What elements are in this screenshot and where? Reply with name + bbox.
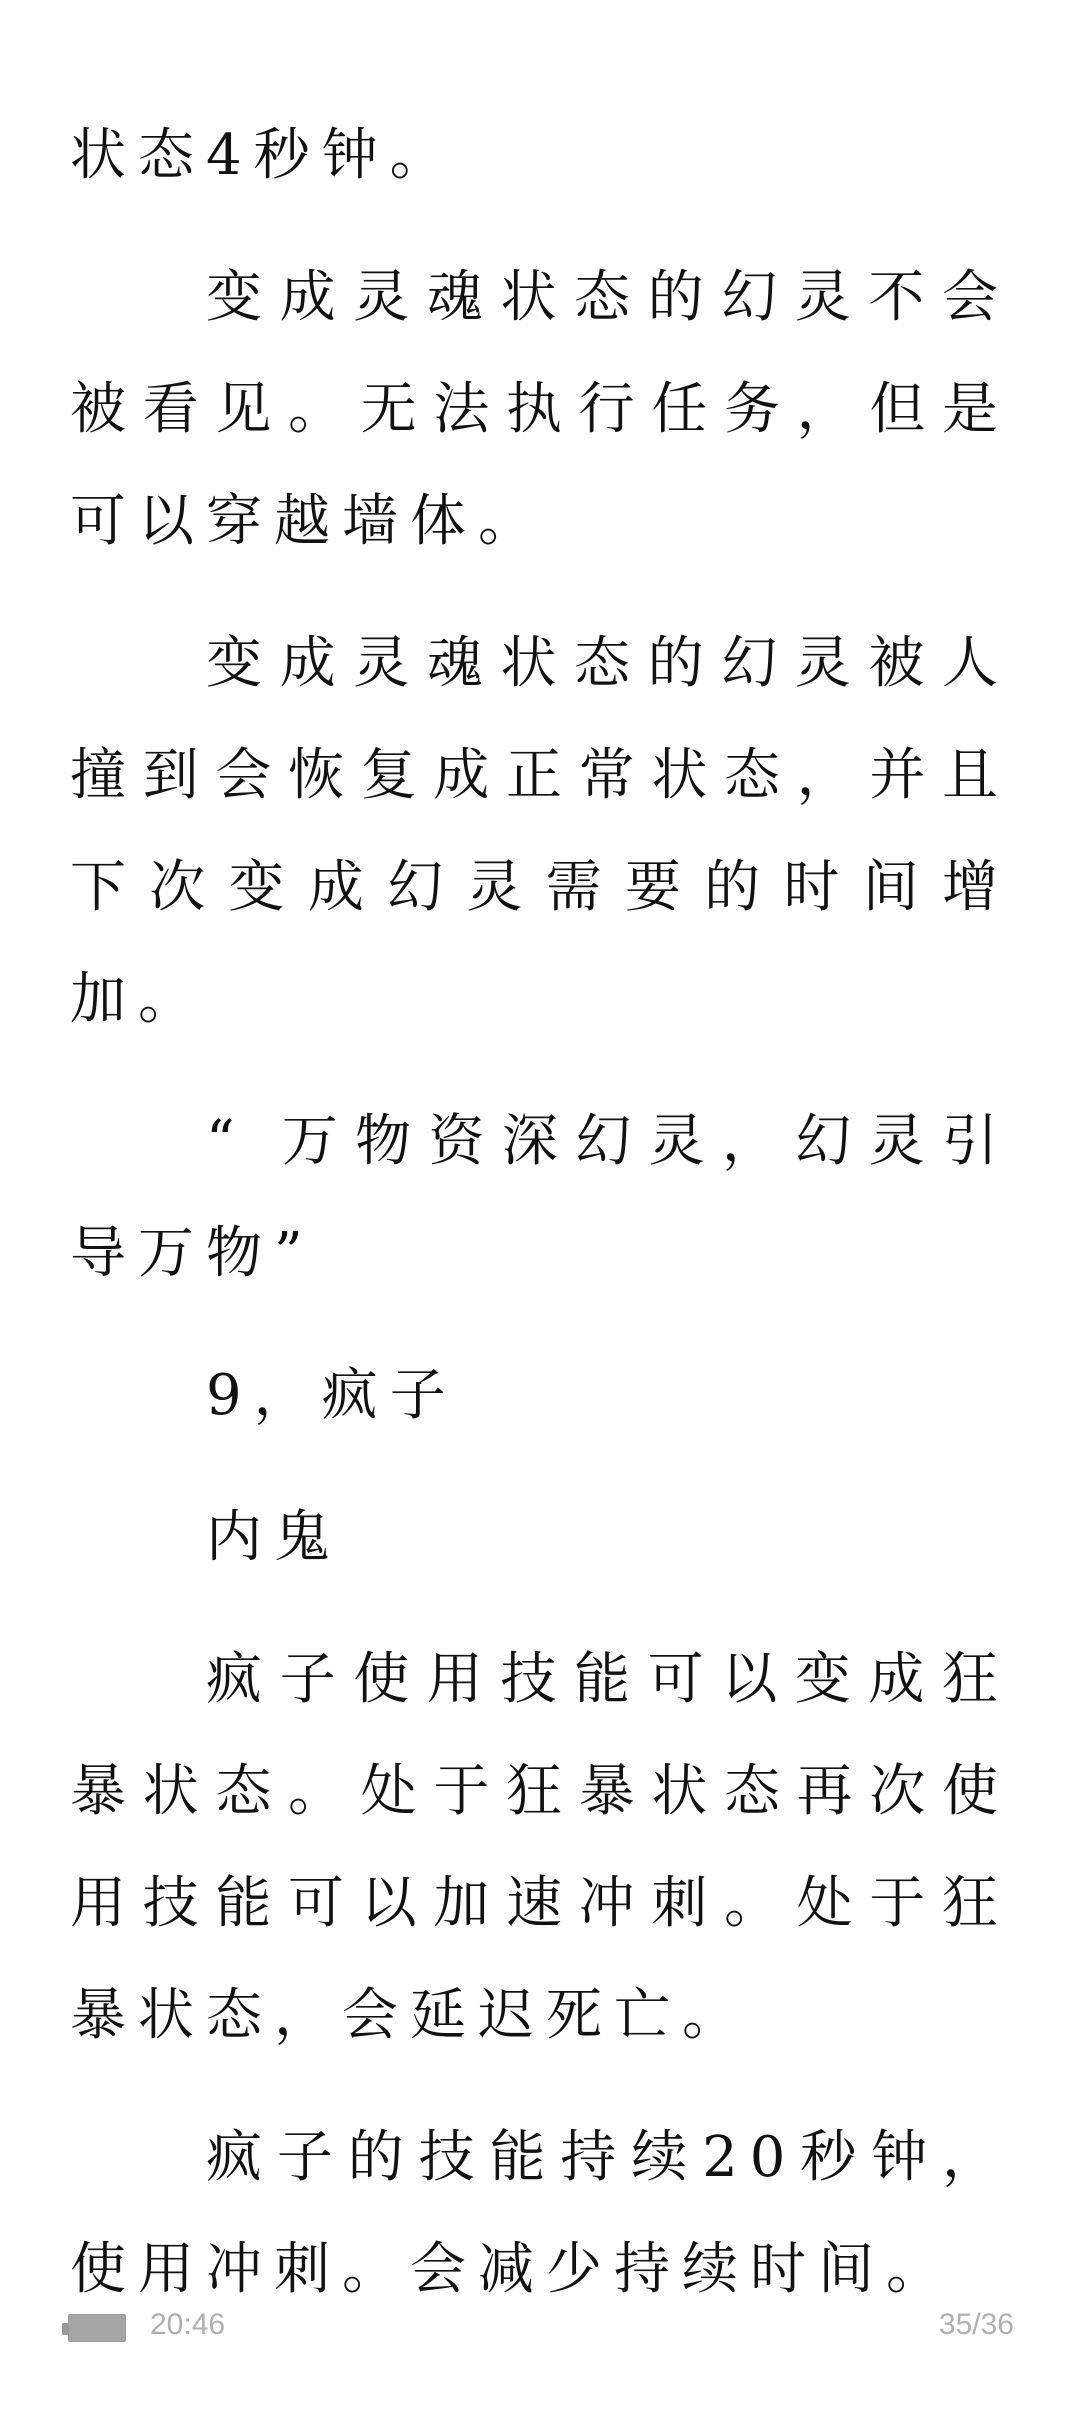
battery-icon: [62, 2314, 128, 2344]
paragraph-7: 疯子使用技能可以变成狂暴状态。处于狂暴状态再次使用技能可以加速冲刺。处于狂暴状态，会延迟死亡。: [70, 1647, 1010, 2048]
reader-footer: [0, 2300, 1080, 2360]
battery-body: [68, 2314, 126, 2342]
book-content: [70, 100, 1010, 2356]
clock-time: 20:46: [150, 2308, 226, 2341]
paragraph-1: 状态4秒钟。: [70, 123, 458, 188]
paragraph-6: 内鬼: [206, 1505, 342, 1570]
paragraph-2: 变成灵魂状态的幻灵不会被看见。无法执行任务，但是可以穿越墙体。: [70, 265, 1010, 554]
page-number: 35/36: [938, 2308, 1014, 2341]
paragraph-8: 疯子的技能持续20秒钟，使用冲刺。会减少持续时间。: [70, 2125, 1010, 2302]
paragraph-3: 变成灵魂状态的幻灵被人撞到会恢复成正常状态，并且下次变成幻灵需要的时间增加。: [70, 631, 1010, 1032]
paragraph-5: 9，疯子: [206, 1363, 458, 1428]
paragraph-4: “ 万物资深幻灵，幻灵引导万物”: [70, 1109, 1010, 1286]
